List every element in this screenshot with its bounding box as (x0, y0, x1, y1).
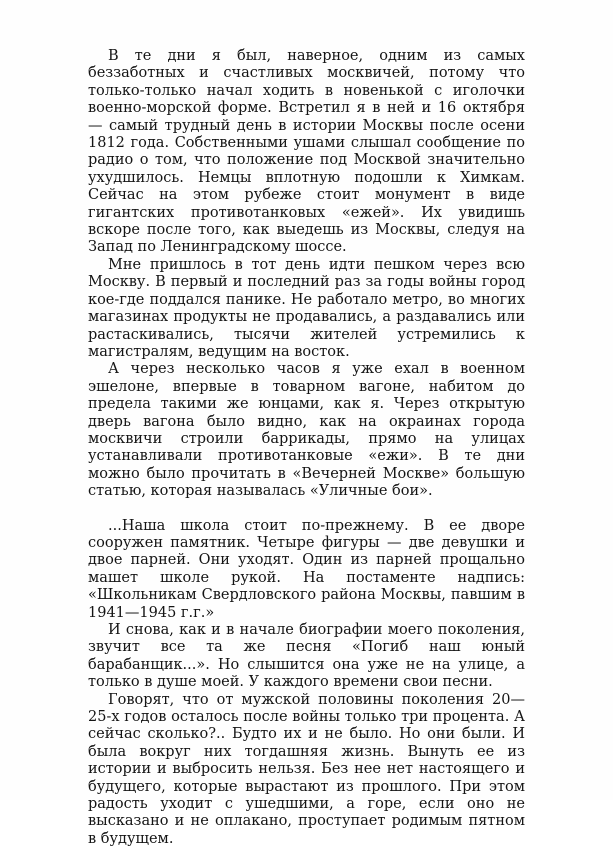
paragraph: ...Наша школа стоит по-прежнему. В ее дворе сооружен памятник. Четыре фигуры — две девушки и двое парней. Они уходят. Один из парней прощально машет школе рукой. На постаменте надпись: «Школьникам Свердловского района Москвы, павшим в 1941—1945 г.г.» (88, 517, 525, 621)
section-break (88, 501, 525, 518)
paragraph: Говорят, что от мужской половины поколения 20—25-х годов осталось после войны только три процента. А сейчас сколько?.. Будто их и не было. Но они были. И была вокруг них тогдашняя жизнь. Вынуть ее из истории и выбросить нельзя. Без нее нет настоящего и будущего, которые вырастают из прошлого. При этом радость уходит с ушедшими, а горе, если оно не высказано и не оплакано, проступает родимым пятном в будущем. (88, 691, 525, 847)
paragraph: В те дни я был, наверное, одним из самых беззаботных и счастливых москвичей, потому что только-только начал ходить в новенькой с иголочки военно-морской форме. Встретил я в ней и 16 октября — самый трудный день в истории Москвы после осени 1812 года. Собственными ушами слышал сообщение по радио о том, что положение под Москвой значительно ухудшилось. Немцы вплотную подошли к Химкам. Сейчас на этом рубеже стоит монумент в виде гигантских противотанковых «ежей». Их увидишь вскоре после того, как выедешь из Москвы, следуя на Запад по Ленинградскому шоссе. (88, 48, 525, 256)
body-text (88, 48, 525, 848)
paragraph: Мне пришлось в тот день идти пешком через всю Москву. В первый и последний раз за годы войны город кое-где поддался панике. Не работало метро, во многих магазинах продукты не продавались, а раздавались или растаскивались, тысячи жителей устремились к магистралям, ведущим на восток. (88, 256, 525, 360)
paragraph: И снова, как и в начале биографии моего поколения, звучит все та же песня «Погиб наш юный барабанщик...». Но слышится она уже не на улице, а только в душе моей. У каждого времени свои песни. (88, 622, 525, 691)
paragraph: А через несколько часов я уже ехал в военном эшелоне, впервые в товарном вагоне, набитом до предела такими же юнцами, как я. Через открытую дверь вагона было видно, как на окраинах города москвичи строили баррикады, прямо на улицах устанавливали противотанковые «ежи». В те дни можно было прочитать в «Вечерней Москве» большую статью, которая называлась «Уличные бои». (88, 361, 525, 500)
